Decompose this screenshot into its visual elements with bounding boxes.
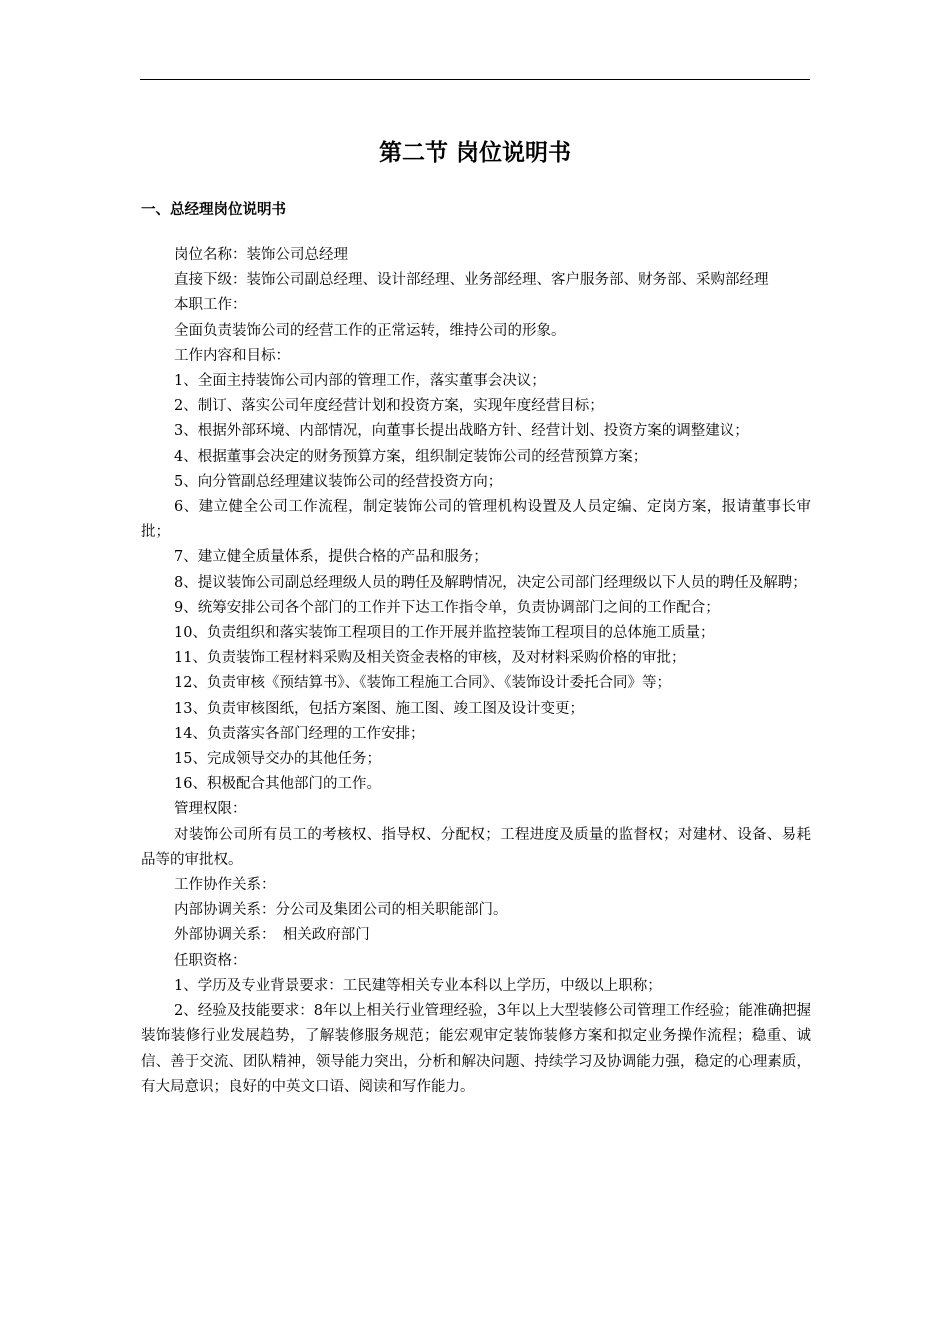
list-item: 12、负责审核《预结算书》、《装饰工程施工合同》、《装饰设计委托合同》等； <box>174 675 671 692</box>
paragraph-duty: 全面负责装饰公司的经营工作的正常运转，维持公司的形象。 <box>174 322 566 339</box>
list-item: 3、根据外部环境、内部情况，向董事长提出战略方针、经营计划、投资方案的调整建议； <box>174 423 749 440</box>
paragraph-external-relations: 外部协调关系： 相关政府部门 <box>174 927 370 944</box>
list-item: 6、建立健全公司工作流程，制定装饰公司的管理机构设置及人员定编、定岗方案，报请董事长审批； <box>141 499 811 541</box>
list-item: 9、统筹安排公司各个部门的工作并下达工作指令单，负责协调部门之间的工作配合； <box>174 599 720 616</box>
list-item: 13、负责审核图纸，包括方案图、施工图、竣工图及设计变更； <box>174 700 584 717</box>
list-item: 7、建立健全质量体系，提供合格的产品和服务； <box>174 549 488 566</box>
list-item: 2、经验及技能要求：8年以上相关行业管理经验，3年以上大型装修公司管理工作经验；能准确把握装饰装修行业发展趋势，了解装修服务规范；能宏观审定装饰装修方案和拟定业务操作流程；稳重、诚信、善于交流、团队精神，领导能力突出，分析和解决问题、持续学习及协调能力强，稳定的心理素质，有大局意识；良好的中英文口语、阅读和写作能力。 <box>141 1003 811 1095</box>
list-item: 16、积极配合其他部门的工作。 <box>174 776 381 793</box>
page-title: 第二节 岗位说明书 <box>378 140 571 166</box>
list-item: 1、学历及专业背景要求：工民建等相关专业本科以上学历，中级以上职称； <box>174 977 662 994</box>
paragraph-content-label: 工作内容和目标： <box>174 347 290 364</box>
paragraph-authority-label: 管理权限： <box>174 801 247 818</box>
paragraph-relations-label: 工作协作关系： <box>174 877 276 894</box>
section-heading: 一、总经理岗位说明书 <box>141 202 286 218</box>
list-item: 5、向分管副总经理建议装饰公司的经营投资方向； <box>174 473 503 490</box>
list-item: 8、提议装饰公司副总经理级人员的聘任及解聘情况，决定公司部门经理级以下人员的聘任及解聘； <box>174 574 807 591</box>
paragraph-authority: 对装饰公司所有员工的考核权、指导权、分配权；工程进度及质量的监督权；对建材、设备、易耗品等的审批权。 <box>141 826 811 868</box>
paragraph-subordinates: 直接下级：装饰公司副总经理、设计部经理、业务部经理、客户服务部、财务部、采购部经理 <box>174 272 769 289</box>
paragraph-internal-relations: 内部协调关系：分公司及集团公司的相关职能部门。 <box>174 902 508 919</box>
paragraph-duty-label: 本职工作： <box>174 297 247 314</box>
list-item: 11、负责装饰工程材料采购及相关资金表格的审核，及对材料采购价格的审批； <box>174 650 686 667</box>
list-item: 14、负责落实各部门经理的工作安排； <box>174 725 425 742</box>
paragraph-qualifications-label: 任职资格： <box>174 952 247 969</box>
list-item: 15、完成领导交办的其他任务； <box>174 751 381 768</box>
header-rule <box>140 79 810 80</box>
list-item: 10、负责组织和落实装饰工程项目的工作开展并监控装饰工程项目的总体施工质量； <box>174 625 715 642</box>
list-item: 1、全面主持装饰公司内部的管理工作，落实董事会决议； <box>174 373 546 390</box>
document-body <box>141 243 811 1100</box>
list-item: 2、制订、落实公司年度经营计划和投资方案，实现年度经营目标； <box>174 398 604 415</box>
paragraph-position-name: 岗位名称：装饰公司总经理 <box>174 247 348 263</box>
list-item: 4、根据董事会决定的财务预算方案，组织制定装饰公司的经营预算方案； <box>174 448 648 465</box>
